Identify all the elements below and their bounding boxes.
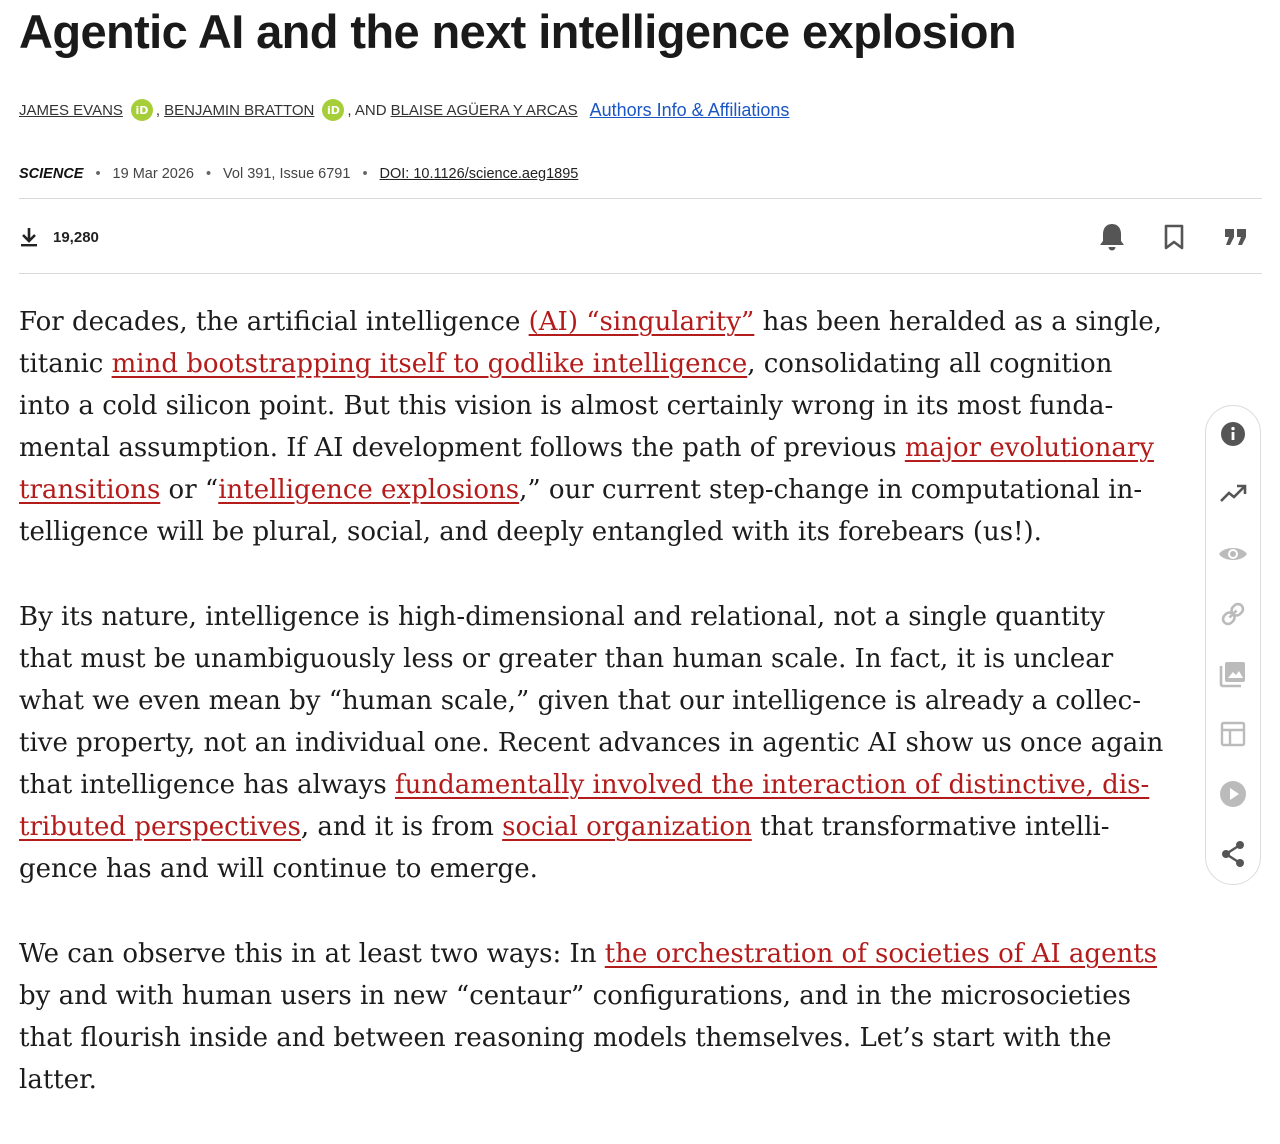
text-span: that intelligence has always (19, 770, 395, 800)
text-line (19, 343, 1113, 385)
bookmark-icon[interactable] (1159, 222, 1189, 252)
paragraph-2 (19, 596, 1164, 890)
intelligence-explosions-link[interactable]: intelligence explosions (218, 475, 520, 505)
author-link-james-evans[interactable]: JAMES EVANS (19, 101, 123, 119)
mind-bootstrapping-link[interactable]: mind bootstrapping itself to godlike intelligence (111, 349, 748, 379)
volume-issue: Vol 391, Issue 6791 (223, 166, 351, 182)
text-span: mental assumption. If AI development follows the path of previous (19, 433, 905, 463)
text-span: For decades, the artificial intelligence (19, 307, 529, 337)
singularity-link[interactable]: (AI) “singularity” (528, 307, 755, 337)
author-separator: , AND (347, 101, 387, 119)
text-span: , and it is from (300, 812, 503, 842)
author-list (19, 98, 789, 122)
text-span: We can observe this in at least two ways: In (19, 939, 605, 969)
text-line: that must be unambiguously less or greater than human scale. In fact, it is unclear (19, 644, 1114, 674)
publication-date: 19 Mar 2026 (112, 166, 194, 182)
text-span: , consolidating all cognition (747, 349, 1113, 379)
major-evolutionary-transitions-link[interactable]: transitions (19, 475, 161, 505)
share-icon[interactable] (1218, 839, 1248, 869)
orcid-icon[interactable]: iD (131, 99, 153, 121)
journal-name: SCIENCE (19, 166, 84, 182)
text-line (19, 764, 1150, 806)
trending-icon[interactable] (1218, 479, 1248, 509)
image-icon[interactable] (1218, 659, 1248, 689)
table-icon[interactable] (1218, 719, 1248, 749)
article-tools-sidebar (1205, 405, 1261, 885)
eye-icon[interactable] (1218, 539, 1248, 569)
play-icon[interactable] (1218, 779, 1248, 809)
authors-info-link[interactable]: Authors Info & Affiliations (589, 99, 790, 120)
distributed-perspectives-link[interactable]: tributed perspectives (19, 812, 301, 842)
orcid-icon[interactable]: iD (322, 99, 344, 121)
text-line (19, 301, 1163, 343)
major-evolutionary-transitions-link[interactable]: major evolutionary (904, 433, 1154, 463)
author-link-blaise-aguera-y-arcas[interactable]: BLAISE AGÜERA Y ARCAS (390, 101, 578, 119)
text-span: titanic (19, 349, 112, 379)
distributed-perspectives-link[interactable]: fundamentally involved the interaction of distinctive, dis- (394, 770, 1150, 800)
download-metric[interactable] (19, 222, 99, 252)
text-span: has been heralded as a single, (754, 307, 1163, 337)
quote-icon[interactable] (1221, 222, 1251, 252)
text-line (19, 469, 1143, 511)
divider (19, 198, 1262, 199)
meta-separator: • (362, 166, 368, 182)
paragraph-3 (19, 933, 1157, 1101)
download-icon (19, 227, 39, 247)
text-line: telligence will be plural, social, and deeply entangled with its forebears (us!). (19, 517, 1042, 547)
text-line (19, 427, 1154, 469)
text-line: tive property, not an individual one. Recent advances in agentic AI show us once again (19, 728, 1164, 758)
download-count: 19,280 (53, 228, 99, 246)
meta-separator: • (205, 166, 212, 182)
bell-icon[interactable] (1097, 222, 1127, 252)
text-line: latter. (19, 1065, 97, 1095)
link-icon[interactable] (1218, 599, 1248, 629)
paragraph-1 (19, 301, 1163, 553)
text-line: gence has and will continue to emerge. (19, 854, 538, 884)
author-link-benjamin-bratton[interactable]: BENJAMIN BRATTON (164, 101, 315, 119)
text-line: By its nature, intelligence is high-dimensional and relational, not a single quantity (19, 602, 1105, 632)
text-line (19, 806, 1110, 848)
text-line: into a cold silicon point. But this vision is almost certainly wrong in its most funda- (19, 391, 1114, 421)
article-body (19, 301, 1164, 1144)
info-icon[interactable] (1218, 419, 1248, 449)
text-line: that flourish inside and between reasoning models themselves. Let’s start with the (19, 1023, 1112, 1053)
divider (19, 273, 1262, 274)
societies-of-ai-agents-link[interactable]: the orchestration of societies of AI agents (604, 939, 1157, 969)
text-line: what we even mean by “human scale,” given that our intelligence is already a collec- (19, 686, 1141, 716)
text-span: ,” our current step-change in computational in- (519, 475, 1143, 505)
text-line: by and with human users in new “centaur” configurations, and in the microsocieties (19, 981, 1131, 1011)
article-title: Agentic AI and the next intelligence explosion (19, 5, 1016, 58)
author-separator: , (155, 101, 161, 119)
article-toolbar (19, 222, 1262, 252)
meta-separator: • (95, 166, 101, 182)
text-span: that transformative intelli- (751, 812, 1110, 842)
social-organization-link[interactable]: social organization (502, 812, 752, 842)
publication-meta (19, 166, 578, 182)
doi-link[interactable]: DOI: 10.1126/science.aeg1895 (379, 166, 579, 182)
text-line (19, 933, 1157, 975)
text-span: or “ (160, 475, 219, 505)
